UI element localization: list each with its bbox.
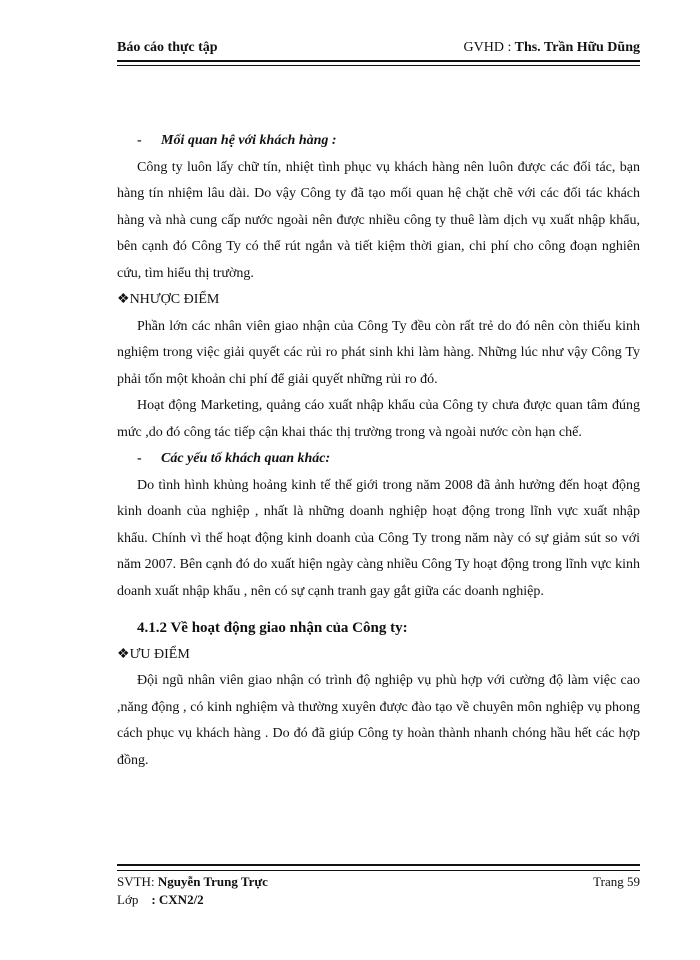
section-heading [117, 287, 640, 314]
dash-marker: - [137, 133, 142, 148]
student-name: Nguyễn Trung Trực [157, 874, 268, 889]
page-header [117, 40, 640, 58]
paragraph: Phần lớn các nhân viên giao nhận của Công Ty đều còn rất trẻ do đó nên còn thiếu kinh nghiệm trong việc giải quyết các rủi ro phát sinh khi làm hàng. Những lúc như vậy Công Ty phải tốn một khoản chi phí để giải quyết những rủi ro đó. [117, 318, 640, 387]
advisor-label: GVHD : [463, 40, 512, 55]
footer-rule [117, 864, 640, 871]
paragraph: Đội ngũ nhân viên giao nhận có trình độ nghiệp vụ phù hợp với cường độ làm việc cao ,năng động , có kinh nghiệm và thường xuyên được đào tạo về chuyên môn nghiệp vụ phong cách phục vụ khách hàng . Do đó đã giúp Công ty hoàn thành nhanh chóng hầu hết các hợp đồng. [117, 673, 640, 768]
subheading [117, 128, 640, 155]
paragraph: Hoạt động Marketing, quảng cáo xuất nhập khẩu của Công ty chưa được quan tâm đúng mức ,do đó công tác tiếp cận khai thác thị trường trong và ngoài nước còn hạn chế. [117, 398, 640, 440]
heading-text: NHƯỢC ĐIỂM [129, 292, 220, 307]
class-label: Lớp [117, 892, 139, 907]
subheading [117, 446, 640, 473]
class-value: : CXN2/2 [151, 892, 204, 907]
student-label: SVTH: [117, 874, 155, 889]
report-title: Báo cáo thực tập [117, 40, 218, 55]
page-number: Trang 59 [593, 874, 640, 889]
diamond-bullet-icon: ❖ [117, 292, 130, 307]
heading-text: ƯU ĐIỂM [129, 646, 190, 662]
paragraph: Do tình hình khủng hoảng kinh tế thế giới trong năm 2008 đã ảnh hưởng đến hoạt động kinh doanh của nghiệp , nhất là những doanh nghiệp hoạt động trong lĩnh vực xuất nhập khẩu. Chính vì thế hoạt động kinh doanh của Công Ty trong năm này có sự giảm sút so với năm 2007. Bên cạnh đó do xuất hiện ngày càng nhiều Công Ty hoạt động trong lĩnh vực kinh doanh xuất nhập khẩu , nên có sự cạnh tranh gay gắt giữa các doanh nghiệp. [117, 477, 640, 599]
heading-text: Mối quan hệ với khách hàng : [161, 133, 337, 148]
advisor [464, 40, 640, 56]
page-footer [117, 873, 640, 909]
section-heading [117, 642, 640, 669]
dash-marker: - [137, 451, 142, 466]
advisor-name: Ths. Trần Hữu Dũng [514, 40, 640, 55]
diamond-bullet-icon: ❖ [117, 646, 130, 662]
page-content [117, 128, 640, 774]
header-rule [117, 60, 640, 66]
paragraph: Công ty luôn lấy chữ tín, nhiệt tình phục vụ khách hàng nên luôn được các đối tác, bạn hàng tín nhiệm lâu dài. Do vậy Công ty đã tạo mối quan hệ chặt chẽ với các đối tác khách hàng và nhà cung cấp nước ngoài nên được nhiều công ty thuê làm dịch vụ xuất nhập khẩu, bên cạnh đó Công Ty có thể rút ngắn và tiết kiệm thời gian, chi phí cho công đoạn nghiên cứu, tìm hiểu thị trường. [117, 159, 640, 281]
subsection-title: 4.1.2 Về hoạt động giao nhận của Công ty: [137, 620, 408, 636]
heading-text: Các yếu tố khách quan khác: [161, 451, 331, 466]
